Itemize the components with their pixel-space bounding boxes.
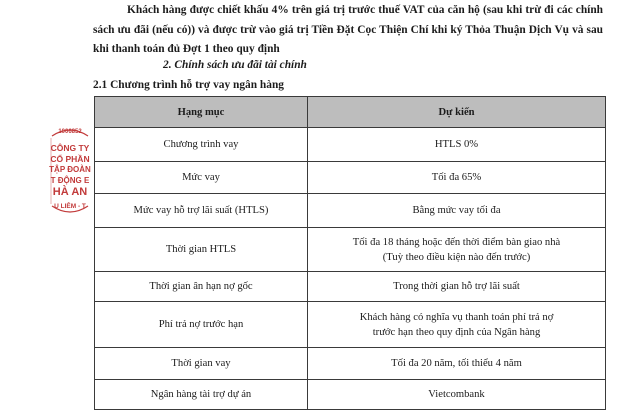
row-item: Thời gian vay xyxy=(95,348,308,380)
table-row xyxy=(95,348,606,380)
table-row xyxy=(95,380,606,410)
row-item: Thời gian ân hạn nợ gốc xyxy=(95,272,308,302)
row-value xyxy=(308,228,606,272)
row-item: Mức vay xyxy=(95,162,308,194)
row-value-line: Khách hàng có nghĩa vụ thanh toán phí trả nợ xyxy=(359,311,554,323)
loan-support-table xyxy=(94,96,606,410)
row-item: Thời gian HTLS xyxy=(95,228,308,272)
company-stamp xyxy=(48,126,92,216)
row-value: HTLS 0% xyxy=(308,128,606,162)
stamp-line: TẬP ĐOÀN xyxy=(49,165,91,174)
row-value-line: (Tuỳ theo điều kiện nào đến trước) xyxy=(382,251,531,263)
row-item: Chương trình vay xyxy=(95,128,308,162)
row-item: Phí trả nợ trước hạn xyxy=(95,302,308,348)
stamp-line: 1006852 xyxy=(58,129,82,135)
row-value: Vietcombank xyxy=(308,380,606,410)
stamp-line: T ĐỘNG E xyxy=(50,176,90,185)
row-value: Bằng mức vay tối đa xyxy=(308,194,606,228)
table-row xyxy=(95,128,606,162)
row-value: Tối đa 20 năm, tối thiểu 4 năm xyxy=(308,348,606,380)
table-row xyxy=(95,228,606,272)
table-row xyxy=(95,272,606,302)
row-value: Tối đa 65% xyxy=(308,162,606,194)
header-expected: Dự kiến xyxy=(308,97,606,128)
section-heading: 2. Chính sách ưu đãi tài chính xyxy=(163,59,307,71)
row-item: Ngân hàng tài trợ dự án xyxy=(95,380,308,410)
intro-paragraph: Khách hàng được chiết khấu 4% trên giá trị trước thuế VAT của căn hộ (sau khi trừ đi các chính sách ưu đãi (nếu có)) và được trừ vào giá trị Tiền Đặt Cọc Thiện Chí khi ký Thỏa Thuận Dịch Vụ và sau khi thanh toán đủ Đợt 1 theo quy định xyxy=(93,4,603,55)
stamp-line: HÀ AN xyxy=(52,186,88,198)
row-value xyxy=(308,302,606,348)
row-value-line: trước hạn theo quy định của Ngân hàng xyxy=(372,326,541,338)
table-row xyxy=(95,302,606,348)
row-value: Trong thời gian hỗ trợ lãi suất xyxy=(308,272,606,302)
stamp-line: CÔNG TY xyxy=(50,143,90,153)
table-row xyxy=(95,162,606,194)
header-item: Hạng mục xyxy=(95,97,308,128)
subheading: 2.1 Chương trình hỗ trợ vay ngân hàng xyxy=(93,79,284,91)
stamp-line: CỔ PHẦN xyxy=(50,154,90,164)
stamp-line: U LIÊM - T xyxy=(54,203,86,210)
table-row xyxy=(95,194,606,228)
row-item: Mức vay hỗ trợ lãi suất (HTLS) xyxy=(95,194,308,228)
row-value-line: Tối đa 18 tháng hoặc đến thời điểm bàn giao nhà xyxy=(352,236,561,248)
table-header-row xyxy=(95,97,606,128)
